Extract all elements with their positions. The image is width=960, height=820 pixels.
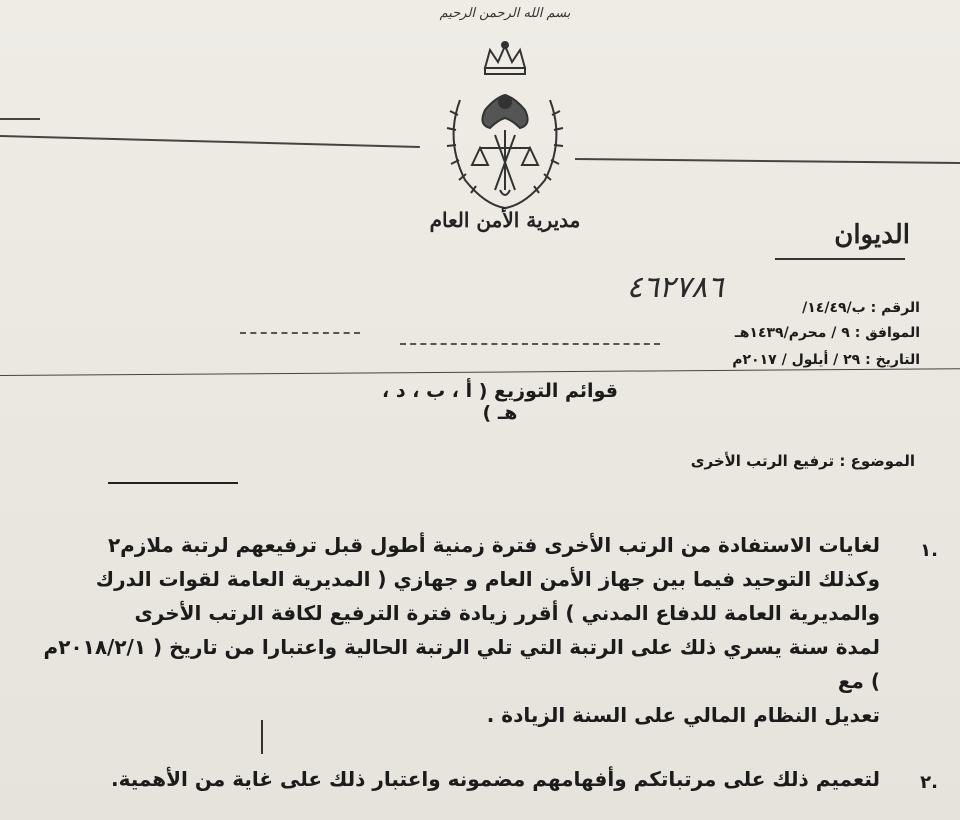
paragraph-1-line: وكذلك التوحيد فيما بين جهاز الأمن العام و جهازي ( المديرية العامة لقوات الدرك (95, 567, 880, 591)
paragraph-1 (40, 528, 880, 732)
separator-dash-1 (240, 332, 360, 335)
office-title: الديوان (834, 220, 910, 250)
gregorian-date: التاريخ : ٢٩ / أيلول / ٢٠١٧م (732, 352, 920, 368)
text-cursor (261, 720, 263, 754)
hijri-date: الموافق : ٩ / محرم/١٤٣٩هـ (734, 325, 920, 341)
paragraph-2 (40, 762, 880, 796)
ref-number: الرقم : ب/١٤/٤٩/ (802, 300, 920, 316)
handwritten-number: ٤٦٢٧٨٦ (626, 270, 724, 305)
paragraph-1-line: والمديرية العامة للدفاع المدني ) أقرر زيادة فترة الترفيع لكافة الرتب الأخرى (134, 601, 880, 625)
distribution-list: قوائم التوزيع ( أ ، ب ، د ، هـ ) (382, 380, 618, 424)
coat-of-arms-icon (440, 40, 570, 230)
directorate-name: مديرية الأمن العام (429, 208, 581, 232)
paragraph-1-number: ١. (920, 540, 938, 561)
separator-line (0, 368, 960, 376)
subject-line (655, 452, 915, 470)
subject-underline (108, 482, 238, 484)
separator-dash-2 (400, 343, 660, 346)
header-rule-right (575, 158, 960, 164)
header-rule-short (0, 118, 40, 120)
subject-label: الموضوع : (839, 452, 915, 470)
paragraph-2-line: لتعميم ذلك على مرتباتكم وأفهامهم مضمونه واعتبار ذلك على غاية من الأهمية. (110, 767, 880, 791)
office-underline (775, 258, 905, 260)
subject-text: ترفيع الرتب الأخرى (690, 452, 835, 470)
paragraph-1-line: تعديل النظام المالي على السنة الزيادة . (486, 703, 880, 727)
paragraph-2-number: ٢. (920, 772, 938, 793)
basmala: بسم الله الرحمن الرحيم (439, 6, 571, 21)
paragraph-1-line: لمدة سنة يسري ذلك على الرتبة التي تلي الرتبة الحالية واعتبارا من تاريخ ( ٢٠١٨/٢/١م ) مع (43, 635, 880, 693)
header-rule-left (0, 135, 420, 148)
paragraph-1-line: لغايات الاستفادة من الرتب الأخرى فترة زمنية أطول قبل ترفيعهم لرتبة ملازم٢ (107, 533, 880, 557)
